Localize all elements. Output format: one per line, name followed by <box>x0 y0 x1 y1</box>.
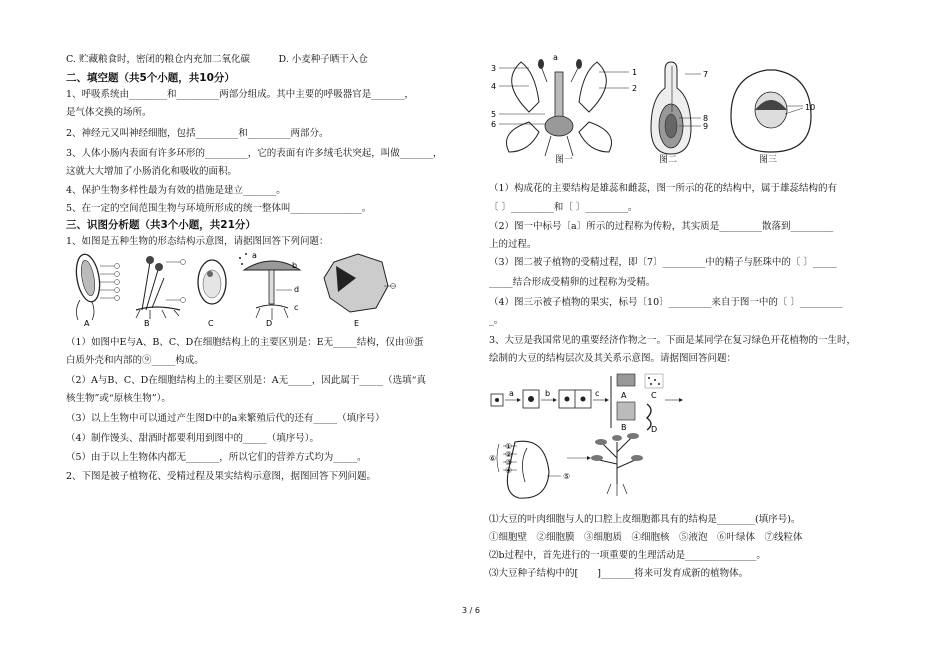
question-line: _。 <box>489 315 504 326</box>
question-line: 4、保护生物多样性最为有效的措施是建立_______。 <box>66 185 286 196</box>
question-option-line: C. 贮藏粮食时，密闭的粮仓内充加二氧化碳 D. 小麦种子晒干入仓 <box>66 54 368 65</box>
question-line: 1、呼吸系统由________和_________两部分组成。其中主要的呼吸器官是_______， <box>66 89 415 100</box>
question-line: （3）以上生物中可以通过产生图D中的a来繁殖后代的还有_____（填序号） <box>66 413 385 424</box>
question-line: （5）由于以上生物体内都无_______，所以它们的营养方式均为_____。 <box>66 452 367 463</box>
fruit-drawing <box>731 70 811 152</box>
figure-label-D: D <box>266 319 273 328</box>
question-line: 绘制的大豆的结构层次及其关系示意图。请据图回答问题： <box>489 353 737 364</box>
page-number: 3 / 6 <box>462 606 480 615</box>
figure-label-c: c <box>294 303 299 312</box>
seed-label-6: ⑥ <box>489 454 497 463</box>
options-line: ①细胞壁 ②细胞膜 ③细胞质 ④细胞核 ⑤液泡 ⑥叶绿体 ⑦线粒体 <box>489 532 803 543</box>
diagram-label-c: c <box>595 389 600 398</box>
question-line: 2、下图是被子植物花、受精过程及果实结构示意图，据图回答下列问题。 <box>66 471 377 482</box>
ovary-drawing <box>651 62 701 154</box>
figure-caption-2: 图二 <box>659 155 678 165</box>
diagram-label-C: C <box>651 391 657 400</box>
section-heading-diagram: 三、识图分析题（共3个小题，共21分） <box>66 219 256 231</box>
question-line: 2、神经元又叫神经细胞，包括_________和_________两部分。 <box>66 128 329 139</box>
question-line: （3）图二被子植物的受精过程，即〔7〕_________中的精子与胚珠中的〔 〕_____ <box>489 257 837 268</box>
diagram-label-A: A <box>621 391 627 400</box>
bacterium-drawing <box>73 252 120 320</box>
question-line: 上的过程。 <box>489 239 537 250</box>
question-line: （2）图一中标号〔a〕所示的过程称为传粉，其实质是_________散落到_________ <box>489 221 834 232</box>
question-line: （4）图三示被子植物的果实，标号〔10〕_________来自于图一中的〔 〕_________ <box>489 297 843 308</box>
soybean-plant-drawing <box>591 433 643 496</box>
seed-label-1: ① <box>505 442 513 451</box>
flower-label-1: 1 <box>632 68 638 77</box>
question-line: 是气体交换的场所。 <box>66 107 152 118</box>
flower-drawing <box>499 59 629 156</box>
ovary-label-8: 8 <box>703 114 709 123</box>
question-line: 〔 〕_________和〔 〕_________。 <box>489 202 638 213</box>
question-line: ⑵b过程中，首先进行的一项重要的生理活动是_______________。 <box>489 550 766 561</box>
diagram-label-b: b <box>545 389 551 398</box>
question-line: 3、人体小肠内表面有许多环形的_________，它的表面有许多绒毛状突起，叫做_______， <box>66 148 443 159</box>
mold-drawing <box>136 256 186 319</box>
seed-label-2: ② <box>505 450 513 459</box>
five-organisms-figure <box>66 248 396 328</box>
flower-figure <box>489 52 819 164</box>
question-line: 3、大豆是我国常见的重要经济作物之一。下面是某同学在复习绿色开花植物的一生时， <box>489 335 857 346</box>
question-line: 白质外壳和内部的⑨_____构成。 <box>66 355 204 366</box>
seed-label-3: ③ <box>505 458 513 467</box>
ovary-label-9: 9 <box>703 122 709 131</box>
figure-label-a: a <box>252 251 257 260</box>
seed-label-5: ⑤ <box>563 472 571 481</box>
flower-label-3: 3 <box>491 64 497 73</box>
mushroom-drawing <box>239 253 300 320</box>
section-heading-fill-blank: 二、填空题（共5个小题，共10分） <box>66 72 235 84</box>
figure-caption-1: 图一 <box>555 155 574 165</box>
flower-label-a: a <box>553 53 558 62</box>
figure-label-E: E <box>354 319 360 328</box>
figure-label-d: d <box>294 285 300 294</box>
fruit-label-10: 10 <box>805 103 816 112</box>
question-line: （1）构成花的主要结构是雄蕊和雌蕊，图一所示的花的结构中，属于雄蕊结构的有 <box>489 183 838 194</box>
figure-label-B: B <box>144 319 150 328</box>
figure-label-C: C <box>208 319 214 328</box>
flower-label-5: 5 <box>491 110 497 119</box>
yeast-drawing <box>198 260 226 304</box>
diagram-label-B: B <box>621 423 627 432</box>
question-line: ⑶大豆种子结构中的[ ]_______将来可发育成新的植物体。 <box>489 568 749 579</box>
question-line: 5、在一定的空间范围生物与环境所形成的统一整体叫_______________。 <box>66 203 372 214</box>
figure-caption-3: 图三 <box>759 155 778 165</box>
diagram-label-D: D <box>651 425 658 434</box>
figure-label-b: b <box>292 261 298 270</box>
flower-label-6: 6 <box>491 120 497 129</box>
flower-label-4: 4 <box>491 82 497 91</box>
ovary-label-7: 7 <box>703 70 709 79</box>
figure-label-A: A <box>84 319 90 328</box>
question-line: （1）如图中E与A、B、C、D在细胞结构上的主要区别是：E无_____结构，仅由⑩蛋 <box>66 337 424 348</box>
flower-label-2: 2 <box>632 84 638 93</box>
question-line: ⑴大豆的叶肉细胞与人的口腔上皮细胞都具有的结构是________(填序号)。 <box>489 514 801 525</box>
soybean-structure-diagram <box>489 372 709 500</box>
diagram-label-a: a <box>509 389 514 398</box>
question-line: （4）制作馒头、甜酒时都要利用到图中的_____（填序号）。 <box>66 433 320 444</box>
seed-label-4: ④ <box>505 466 513 475</box>
question-line: 这就大大增加了小肠消化和吸收的面积。 <box>66 166 238 177</box>
question-line: 1、如图是五种生物的形态结构示意图，请据图回答下列问题： <box>66 236 329 247</box>
question-line: （2）A与B、C、D在细胞结构上的主要区别是：A无_____，因此属于_____（选填“真 <box>66 375 426 386</box>
virus-drawing <box>324 254 396 312</box>
question-line: _____结合形成受精卵的过程称为受精。 <box>489 277 656 288</box>
question-line: 核生物”或“原核生物”）。 <box>66 393 171 404</box>
